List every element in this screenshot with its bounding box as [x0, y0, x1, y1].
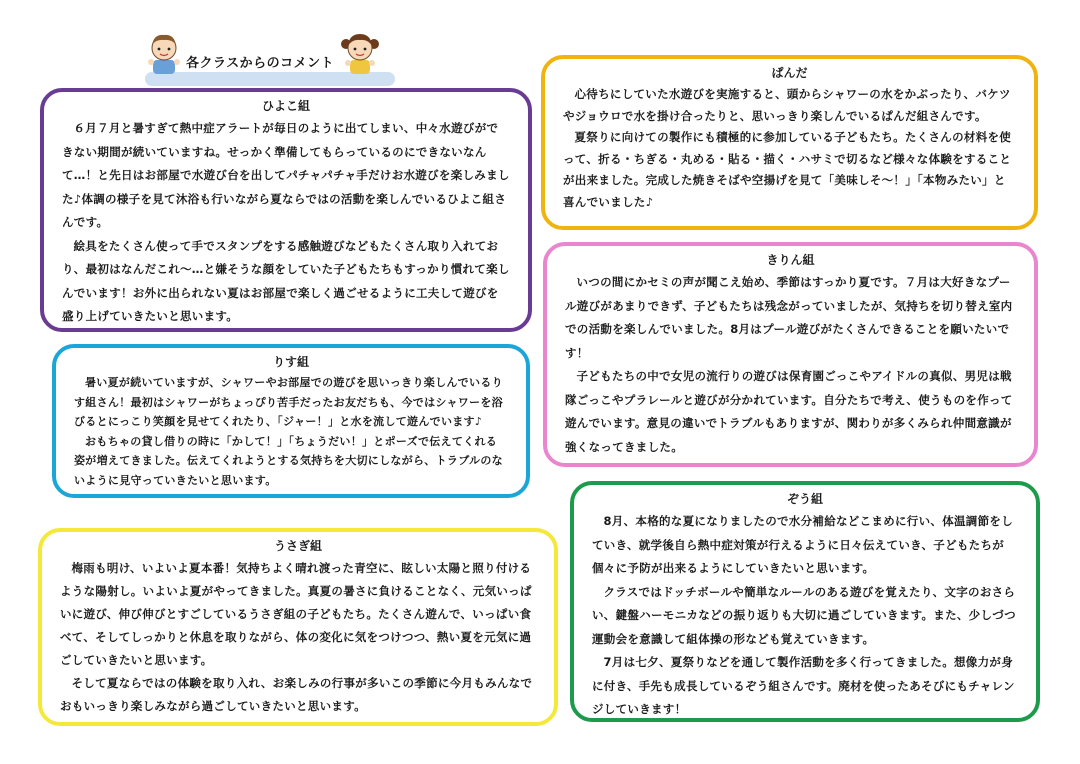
class-paragraph: 7月は七夕、夏祭りなどを通して製作活動を多く行ってきました。想像力が身に付き、手先も成長しているぞう組さんです。廃材を使ったあそびにもチャレンジしていきます！ [592, 655, 1015, 716]
class-paragraph: 8月、本格的な夏になりましたので水分補給などこまめに行い、体温調節をしていき、就学後自ら熱中症対策が行えるように日々伝えていき、子どもたちが個々に予防が出来るようにしていきたいと思います。 [592, 514, 1013, 575]
class-box-usagi [38, 528, 558, 726]
class-box-risu [52, 344, 530, 498]
class-paragraph: そして夏ならではの体験を取り入れ、お楽しみの行事が多いこの季節に今月もみんなでおもいっきり楽しみながら過ごしていきたいと思います。 [60, 676, 533, 713]
class-title-zou: ぞう組 [786, 492, 823, 506]
class-paragraph: 絵具をたくさん使って手でスタンプをする感触遊びなどもたくさん取り入れており、最初はなんだこれ〜…と嫌そうな顔をしていた子どもたちもすっかり慣れて楽しんでいます！お外に出られない夏はお部屋で楽しく過ごせるように工夫して遊びを盛り上げていきたいと思います。 [62, 238, 510, 323]
class-box-panda [541, 55, 1038, 230]
class-paragraph: 梅雨も明け、いよいよ夏本番！気持ちよく晴れ渡った青空に、眩しい太陽と照り付けるような陽射し。いよいよ夏がやってきました。真夏の暑さに負けることなく、元気いっぱいに遊び、伸び伸びとすごしているうさぎ組の子どもたち。たくさん遊んで、いっぱい食べて、そしてしっかりと休息を取りながら、体の変化に気をつけつつ、熱い夏を元気に過ごしていきたいと思います。 [60, 561, 532, 667]
class-box-kirin [543, 242, 1038, 467]
class-paragraph: いつの間にかセミの声が聞こえ始め、季節はすっかり夏です。７月は大好きなプール遊びがあまりできず、子どもたちは残念がっていましたが、気持ちを切り替え室内での活動を楽しんでいました。8月はプール遊びがたくさんできることを願いたいです！ [565, 275, 1013, 360]
class-paragraph: 心待ちにしていた水遊びを実施すると、頭からシャワーの水をかぶったり、バケツやジョウロで水を掛け合ったりと、思いっきり楽しんでいるぱんだ組さんです。 [563, 87, 1011, 123]
class-paragraph: 暑い夏が続いていますが、シャワーやお部屋での遊びを思いっきり楽しんでいるりす組さん！最初はシャワーがちょっぴり苦手だったお友だちも、今ではシャワーを浴びるとにっこり笑顔を見せてくれたり、「ジャー！」と水を流して遊んでいます♪ [74, 376, 503, 428]
class-title-usagi: うさぎ組 [273, 539, 322, 553]
boy-illustration-icon [146, 30, 182, 76]
girl-illustration-icon [340, 28, 380, 76]
class-paragraph: 夏祭りに向けての製作にも積極的に参加している子どもたち。たくさんの材料を使って、折る・ちぎる・丸める・貼る・描く・ハサミで切るなど様々な体験をすることが出来ました。完成した焼きそばや空揚げを見て「美味しそ〜！」「本物みたい」と喜んでいました♪ [563, 130, 1012, 209]
class-paragraph: おもちゃの貸し借りの時に「かして！」「ちょうだい！」とポーズで伝えてくれる姿が増えてきました。伝えてくれようとする気持ちを大切にしながら、トラブルのないように見守っていきたいと思います。 [74, 434, 503, 487]
class-title-hiyoko: ひよこ組 [261, 99, 310, 113]
class-paragraph: クラスではドッチボールや簡単なルールのある遊びを覚えたり、文字のおさらい、鍵盤ハーモニカなどの振り返りも大切に過ごしていきます。また、少しづつ運動会を意識して組体操の形なども覚えていきます。 [592, 584, 1016, 646]
class-paragraph: ６月７月と暑すぎて熱中症アラートが毎日のように出てしまい、中々水遊びができない期間が続いていますね。せっかく準備してもらっているのにできないなんて…！と先日はお部屋で水遊び台を出してパチャパチャ手だけお水遊びを楽しみました♪体調の様子を見て沐浴も行いながら夏ならではの活動を楽しんでいるひよこ組さんです。 [62, 121, 510, 229]
class-box-hiyoko [40, 88, 532, 332]
class-paragraph: 子どもたちの中で女児の流行りの遊びは保育園ごっこやアイドルの真似、男児は戦隊ごっこやプラレールと遊びが分かれています。自分たちで考え、使うものを作って遊んでいます。意見の違いでトラブルもありますが、関わりが多くみられ仲間意識が強くなってきました。 [565, 369, 1013, 454]
class-title-kirin: きりん組 [766, 253, 815, 267]
class-title-panda: ぱんだ [771, 66, 808, 80]
class-title-risu: りす組 [272, 355, 309, 369]
class-box-zou [570, 481, 1040, 722]
page-title: 各クラスからのコメント [186, 56, 335, 71]
